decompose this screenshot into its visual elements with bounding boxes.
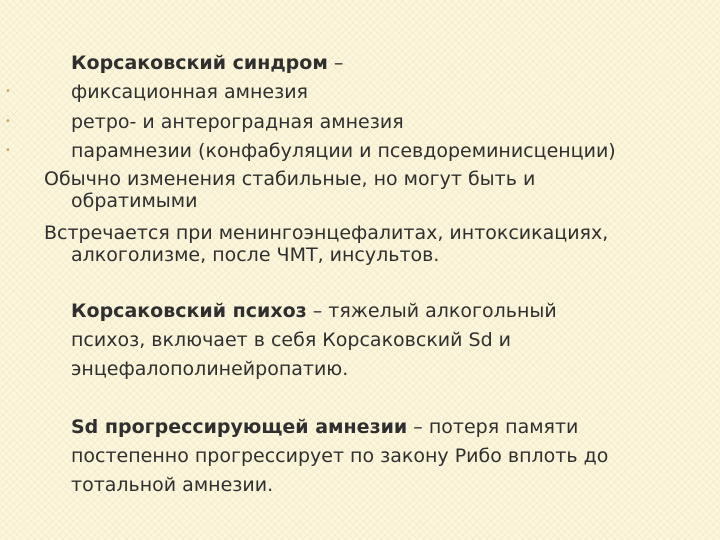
title-dash: –	[327, 52, 344, 74]
bullet-dot-icon: •	[5, 145, 11, 156]
korsakoff-syndrome-title: Корсаковский синдром	[71, 52, 328, 74]
korsakoff-psychosis-line1	[71, 300, 557, 322]
stability-text-line2: обратимыми	[71, 190, 198, 212]
bullet-item: парамнезии (конфабуляции и псевдореминисценции)	[71, 140, 616, 162]
bullet-dot-icon: •	[5, 86, 11, 97]
korsakoff-psychosis-line2: психоз, включает в себя Корсаковский Sd и	[71, 329, 512, 351]
progressive-amnesia-term: Sd прогрессирующей амнезии	[71, 416, 408, 438]
progressive-amnesia-line3: тотальной амнезии.	[71, 474, 274, 496]
korsakoff-psychosis-def-start: – тяжелый алкогольный	[306, 300, 557, 322]
progressive-amnesia-def-start: – потеря памяти	[407, 416, 579, 438]
occurrence-text-line1: Встречается при менингоэнцефалитах, интоксикациях,	[44, 222, 609, 244]
bullet-item: фиксационная амнезия	[71, 81, 308, 103]
progressive-amnesia-line2: постепенно прогрессирует по закону Рибо вплоть до	[71, 445, 609, 467]
korsakoff-psychosis-line3: энцефалополинейропатию.	[71, 358, 349, 380]
korsakoff-psychosis-term: Корсаковский психоз	[71, 300, 307, 322]
occurrence-text-line2: алкоголизме, после ЧМТ, инсультов.	[71, 244, 440, 266]
stability-text-line1: Обычно изменения стабильные, но могут быть и	[44, 168, 536, 190]
korsakoff-syndrome-heading	[71, 52, 343, 74]
progressive-amnesia-line1	[71, 416, 578, 438]
bullet-item: ретро- и антероградная амнезия	[71, 111, 404, 133]
bullet-dot-icon: •	[5, 116, 11, 127]
